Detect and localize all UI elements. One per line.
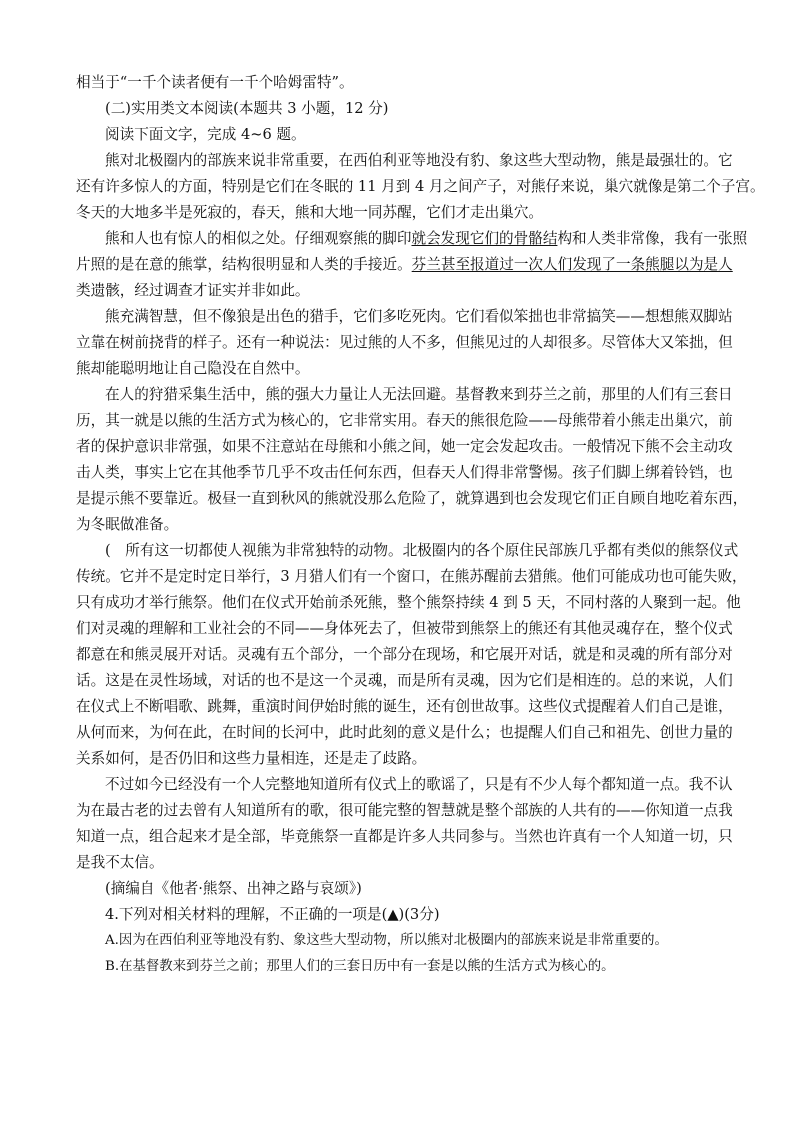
para5-line7: 在仪式上不断唱歌、跳舞，重演时间伊始时熊的诞生，还有创世故事。这些仪式提醒着人们自己是谁， xyxy=(76,698,733,715)
para2-line1-a: 熊和人也有惊人的相似之处。仔细观察熊的脚印 xyxy=(105,230,412,247)
para6-line2: 为在最古老的过去曾有人知道所有的歌，很可能完整的智慧就是整个部族的人共有的——你知道一点我 xyxy=(76,802,733,819)
underlined-phrase: 就会发现它们的骨骼结 xyxy=(411,230,558,247)
question-4 xyxy=(76,902,718,928)
para6-line4: 是我不太信。 xyxy=(76,854,164,871)
para5-line8: 从何而来，为何在此，在时间的长河中，此时此刻的意义是什么；也提醒人们自己和祖先、创世力量的 xyxy=(76,724,733,741)
para4-line2: 历，其一就是以熊的生活方式为核心的，它非常实用。春天的熊很危险——母熊带着小熊走出巢穴，前 xyxy=(76,412,733,429)
para4-line3: 者的保护意识非常强，如果不注意站在母熊和小熊之间，她一定会发起攻击。一般情况下熊不会主动攻 xyxy=(76,438,733,455)
para6-line1: 不过如今已经没有一个人完整地知道所有仪式上的歌谣了，只是有不少人每个都知道一点。我不认 xyxy=(105,776,733,793)
para2-line1-b: 构和人类非常像，我有一张照 xyxy=(557,230,748,247)
para3-line1: 熊充满智慧，但不像狼是出色的猎手，它们多吃死肉。它们看似笨拙也非常搞笑——想想熊双脚站 xyxy=(105,308,733,325)
answer-blank-marker: ▲ xyxy=(387,906,399,923)
para2-line2 xyxy=(76,252,733,278)
para1-line3: 冬天的大地多半是死寂的，春天，熊和大地一同苏醒，它们才走出巢穴。 xyxy=(76,204,544,221)
para4-line4: 击人类，事实上它在其他季节几乎不攻击任何东西，但春天人们得非常警惕。孩子们脚上绑着铃铛，也 xyxy=(76,464,733,481)
para5-line2: 传统。它并不是定时定日举行，3 月猎人们有一个窗口，在熊苏醒前去猎熊。他们可能成功也可能失败， xyxy=(76,568,747,585)
source-citation: (摘编自《他者·熊祭、出神之路与哀颂》) xyxy=(105,880,362,897)
option-b: B.在基督教来到芬兰之前；那里人们的三套日历中有一套是以熊的生活方式为核心的。 xyxy=(105,959,615,974)
reading-instruction: 阅读下面文字，完成 4~6 题。 xyxy=(105,126,306,143)
para5-line1: ( 所有这一切都使人视熊为非常独特的动物。北极圈内的各个原住民部族几乎都有类似的熊祭仪式 xyxy=(105,542,739,559)
para6-line3: 知道一点，组合起来才是全部，毕竟熊祭一直都是许多人共同参与。当然也许真有一个人知道一切，只 xyxy=(76,828,733,845)
para1-line2: 还有许多惊人的方面，特别是它们在冬眠的 11 月到 4 月之间产子，对熊仔来说，巢穴就像是第二个子宫。 xyxy=(76,178,765,195)
para4-line1: 在人的狩猎采集生活中，熊的强大力量让人无法回避。基督教来到芬兰之前，那里的人们有三套日 xyxy=(105,386,733,403)
question-4-stem: 4.下列对相关材料的理解，不正确的一项是( xyxy=(105,906,388,923)
para5-line3: 只有成功才举行熊祭。他们在仪式开始前杀死熊，整个熊祭持续 4 到 5 天，不同村落的人聚到一起。他 xyxy=(76,594,741,611)
para3-line3: 熊却能聪明地让自己隐没在自然中。 xyxy=(76,360,310,377)
para5-line6: 话。这是在灵性场域，对话的也不是这一个灵魂，而是所有灵魂，因为它们是相连的。总的来说，人们 xyxy=(76,672,733,689)
para3-line2: 立靠在树前挠背的样子。还有一种说法：见过熊的人不多，但熊见过的人却很多。尽管体大又笨拙，但 xyxy=(76,334,733,351)
para4-line5: 是提示熊不要靠近。极昼一直到秋风的熊就没那么危险了，就算遇到也会发现它们正自顾自地吃着东西， xyxy=(76,490,748,507)
para2-line2-a: 片照的是在意的熊掌，结构很明显和人类的手接近。 xyxy=(76,256,412,273)
para5-line5: 都意在和熊灵展开对话。灵魂有五个部分，一个部分在现场，和它展开对话，就是和灵魂的所有部分对 xyxy=(76,646,733,663)
document-page xyxy=(76,70,765,980)
para2-line1 xyxy=(76,226,748,252)
underlined-phrase-2: 芬兰甚至报道过一次人们发现了一条熊腿以为是人 xyxy=(411,256,733,273)
para1-line1: 熊对北极圈内的部族来说非常重要，在西伯利亚等地没有豹、象这些大型动物，熊是最强壮的。它 xyxy=(105,152,733,169)
para5-line9: 关系如何，是否仍旧和这些力量相连，还是走了歧路。 xyxy=(76,750,427,767)
option-a: A.因为在西伯利亚等地没有豹、象这些大型动物，所以熊对北极圈内的部族来说是非常重要的。 xyxy=(105,933,668,948)
para5-line4: 们对灵魂的理解和工业社会的不同——身体死去了，但被带到熊祭上的熊还有其他灵魂存在，整个仪式 xyxy=(76,620,733,637)
section-heading: (二)实用类文本阅读(本题共 3 小题，12 分) xyxy=(105,100,389,117)
para4-line6: 为冬眠做准备。 xyxy=(76,516,179,533)
question-4-score: )(3分) xyxy=(398,906,440,923)
para2-line3: 类遗骸，经过调查才证实并非如此。 xyxy=(76,282,310,299)
text-line-1: 相当于“一千个读者便有一千个哈姆雷特”。 xyxy=(76,74,354,91)
